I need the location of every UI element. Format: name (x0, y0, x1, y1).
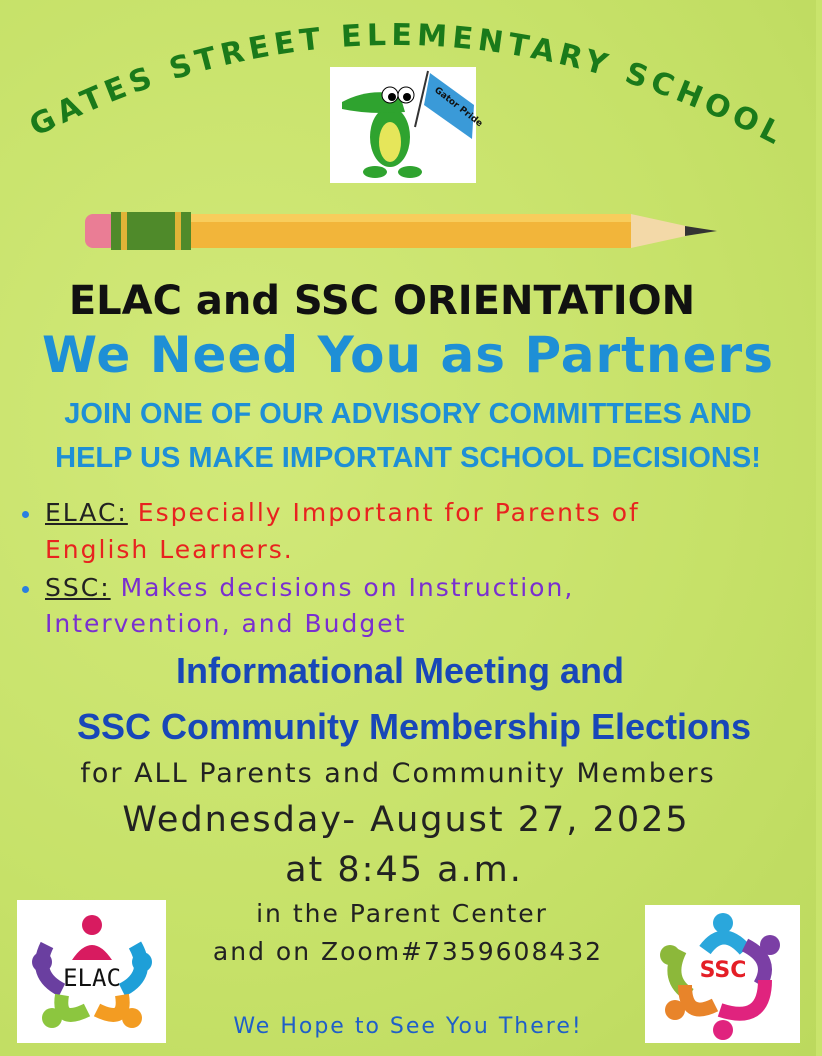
bullet-text: Makes decisions on Instruction, (120, 573, 575, 602)
mascot-flag-text: Gator Pride (432, 85, 485, 130)
bullet-label: ELAC: (45, 498, 128, 527)
call-to-action-line: HELP US MAKE IMPORTANT SCHOOL DECISIONS! (55, 442, 761, 474)
bullet-text: Especially Important for Parents of (137, 498, 640, 527)
elac-logo (17, 900, 166, 1043)
bullet-label: SSC: (45, 573, 111, 602)
school-name: GATES STREET ELEMENTARY SCHOOL (24, 17, 792, 154)
pencil-image (85, 208, 721, 258)
subheadline: We Need You as Partners (42, 326, 774, 384)
meeting-title: SSC Community Membership Elections (76, 706, 752, 747)
bullet-dot (22, 511, 29, 518)
meeting-time: at 8:45 a.m. (285, 850, 523, 890)
bullet-text: English Learners. (45, 535, 294, 564)
headline: ELAC and SSC ORIENTATION (68, 278, 696, 324)
meeting-date: Wednesday- August 27, 2025 (122, 800, 690, 840)
call-to-action-line: JOIN ONE OF OUR ADVISORY COMMITTEES AND (64, 398, 752, 430)
bullet-ssc (22, 573, 574, 602)
elac-logo-text: ELAC (63, 964, 121, 992)
bullet-text: Intervention, and Budget (45, 609, 407, 638)
bullet-elac (22, 498, 640, 527)
location-line: and on Zoom#7359608432 (212, 937, 604, 966)
meeting-title: Informational Meeting and (175, 650, 624, 691)
closing-message: We Hope to See You There! (233, 1014, 583, 1039)
ssc-logo-text: SSC (699, 958, 747, 983)
ssc-logo (645, 905, 800, 1043)
bullet-dot (22, 586, 29, 593)
audience: for ALL Parents and Community Members (80, 758, 716, 789)
location-line: in the Parent Center (256, 899, 548, 928)
gator-mascot-image (330, 67, 485, 183)
